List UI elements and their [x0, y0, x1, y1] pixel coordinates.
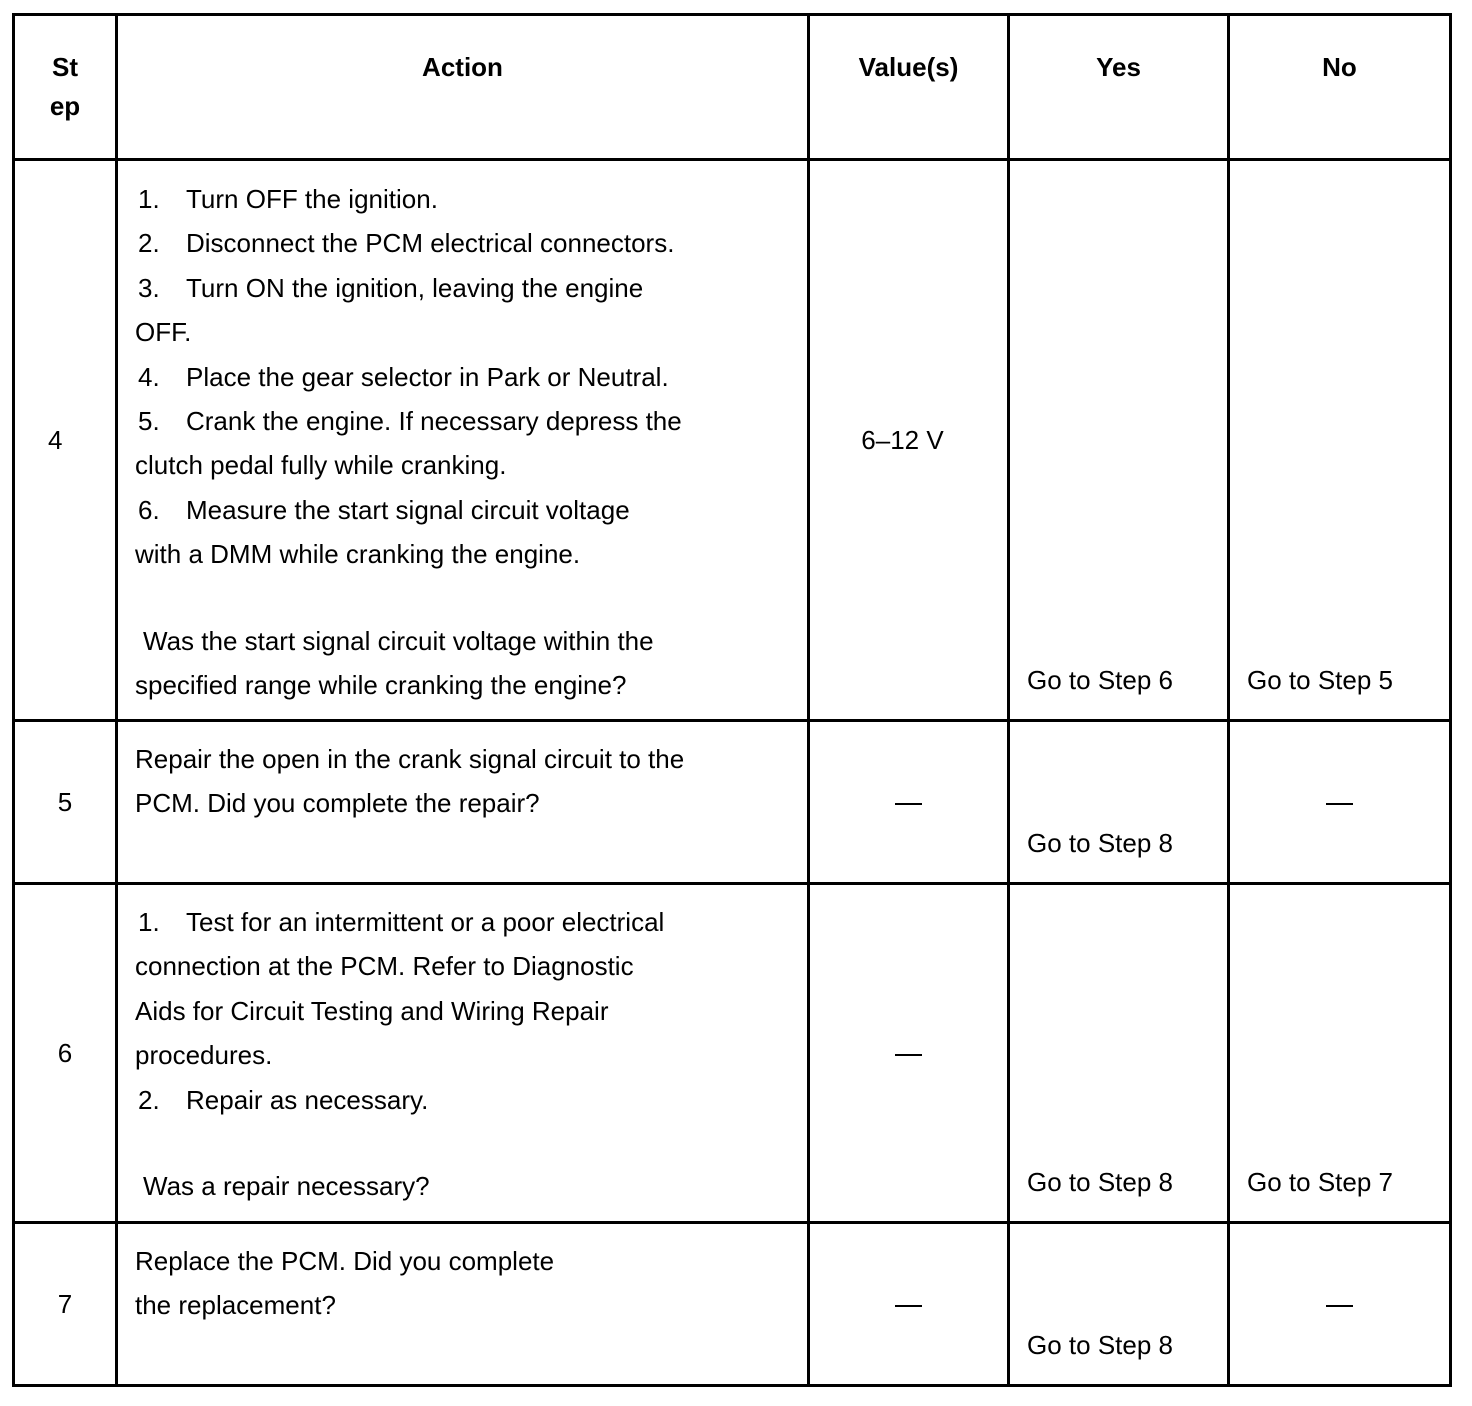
- no-cell: [1229, 1223, 1451, 1386]
- header-values: Value(s): [809, 15, 1009, 160]
- action-item: 5. Crank the engine. If necessary depress the: [138, 406, 682, 437]
- action-cell: [117, 721, 809, 884]
- value-cell: [809, 884, 1009, 1223]
- yes-cell: Go to Step 8: [1009, 1223, 1229, 1386]
- yes-cell: Go to Step 6: [1009, 160, 1229, 721]
- action-question: Was the start signal circuit voltage within the: [143, 625, 654, 656]
- table-row-step-6: [14, 884, 1451, 1223]
- table-row-step-7: [14, 1223, 1451, 1386]
- action-item-continuation: procedures.: [135, 1040, 273, 1071]
- value-cell: [809, 1223, 1009, 1386]
- action-item-continuation: clutch pedal fully while cranking.: [135, 450, 507, 481]
- action-item: 3. Turn ON the ignition, leaving the engine: [138, 272, 644, 303]
- action-item: 2. Disconnect the PCM electrical connectors.: [138, 228, 675, 259]
- empty-dash: [1326, 803, 1353, 805]
- step-number: 5: [14, 721, 117, 884]
- diagnostic-table: [12, 13, 1452, 1387]
- action-question: Was a repair necessary?: [143, 1171, 430, 1202]
- action-cell: [117, 160, 809, 721]
- action-text: the replacement?: [135, 1290, 336, 1321]
- action-text: Repair the open in the crank signal circuit to the: [135, 744, 685, 774]
- table-row-step-4: [14, 160, 1451, 721]
- action-text: Replace the PCM. Did you complete: [135, 1246, 555, 1276]
- header-action: Action: [117, 15, 809, 160]
- value-cell: 6–12 V: [809, 160, 1009, 721]
- header-row: [14, 15, 1451, 160]
- action-item: 2. Repair as necessary.: [138, 1084, 429, 1115]
- action-item-continuation: Aids for Circuit Testing and Wiring Repair: [135, 995, 609, 1026]
- no-cell: Go to Step 7: [1229, 884, 1451, 1223]
- header-yes: Yes: [1009, 15, 1229, 160]
- value-cell: [809, 721, 1009, 884]
- no-cell: Go to Step 5: [1229, 160, 1451, 721]
- yes-cell: Go to Step 8: [1009, 884, 1229, 1223]
- action-item-continuation: connection at the PCM. Refer to Diagnostic: [135, 951, 634, 982]
- header-step-line2: ep: [49, 91, 81, 121]
- step-number: 6: [14, 884, 117, 1223]
- header-no: No: [1229, 15, 1451, 160]
- header-step: [14, 15, 117, 160]
- empty-dash: [895, 1054, 922, 1056]
- action-text: PCM. Did you complete the repair?: [135, 788, 540, 819]
- action-cell: [117, 884, 809, 1223]
- empty-dash: [895, 1305, 922, 1307]
- table-row-step-5: [14, 721, 1451, 884]
- action-item-continuation: with a DMM while cranking the engine.: [135, 539, 581, 570]
- empty-dash: [895, 803, 922, 805]
- action-item: 4. Place the gear selector in Park or Neutral.: [138, 361, 669, 392]
- header-step-line1: St: [52, 52, 78, 82]
- action-item: 1. Test for an intermittent or a poor electrical: [138, 907, 665, 937]
- action-question: specified range while cranking the engine?: [135, 670, 627, 701]
- action-cell: [117, 1223, 809, 1386]
- no-cell: [1229, 721, 1451, 884]
- action-item-continuation: OFF.: [135, 317, 192, 348]
- step-number: 7: [14, 1223, 117, 1386]
- step-number: 4: [14, 160, 117, 721]
- empty-dash: [1326, 1305, 1353, 1307]
- yes-cell: Go to Step 8: [1009, 721, 1229, 884]
- action-item: 1. Turn OFF the ignition.: [138, 184, 438, 214]
- action-item: 6. Measure the start signal circuit voltage: [138, 494, 630, 525]
